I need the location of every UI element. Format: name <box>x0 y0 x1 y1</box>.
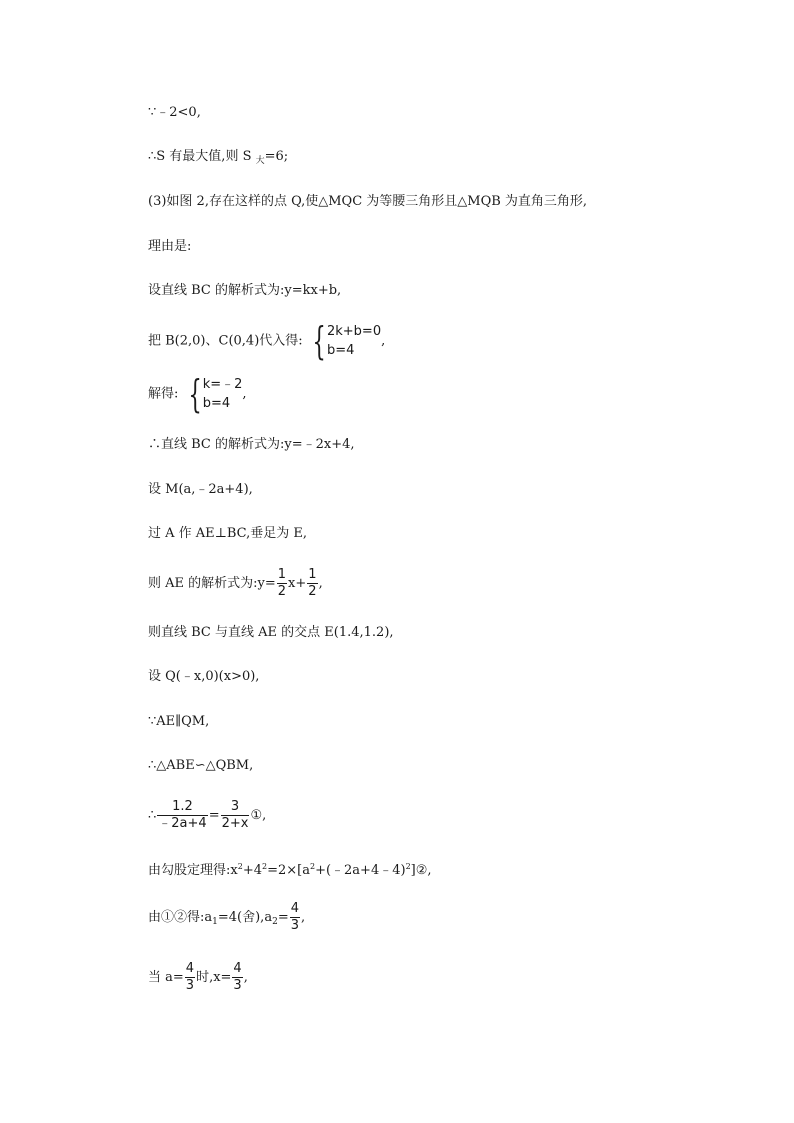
line-ratio <box>148 800 266 831</box>
text: = <box>208 808 220 823</box>
denominator: 3 <box>185 978 195 993</box>
denominator: ﹣2a+4 <box>158 816 207 831</box>
superscript: 2 <box>261 862 268 871</box>
superscript: 2 <box>405 862 411 871</box>
denominator: 2+x <box>221 816 249 831</box>
text: ∴ <box>148 808 157 823</box>
text: 设直线 BC 的解析式为:y=kx+b, <box>148 283 342 298</box>
line-reason <box>148 238 191 256</box>
superscript: 2 <box>309 862 316 871</box>
brace-glyph: { <box>312 319 326 363</box>
numerator: 3 <box>230 799 240 814</box>
text: 设 Q(﹣x,0)(x>0), <box>148 669 260 684</box>
subscript: 大 <box>255 156 265 166</box>
subscript: 2 <box>272 917 278 927</box>
text: (3)如图 2,存在这样的点 Q,使△MQC 为等腰三角形且△MQB 为直角三角形, <box>148 194 588 209</box>
line-solve <box>148 372 247 416</box>
text: ①, <box>250 808 267 823</box>
system-line-2: b=4 <box>326 343 355 358</box>
system-line-2: b=4 <box>202 396 231 411</box>
numerator: 4 <box>185 961 195 976</box>
fraction <box>232 962 242 993</box>
line-substitute <box>148 319 386 363</box>
text: =4(舍),a <box>217 910 273 925</box>
text: =6; <box>264 149 289 164</box>
numerator: 1 <box>277 567 287 582</box>
text: =2×[a <box>267 863 310 878</box>
numerator: 1.2 <box>172 799 193 814</box>
text: 由勾股定理得:x <box>148 863 238 878</box>
text: 由①②得:a <box>148 910 213 925</box>
text: ∵﹣2<0, <box>148 105 201 120</box>
fraction <box>307 568 317 599</box>
line-intersection <box>148 624 394 642</box>
line-solutions <box>148 902 305 933</box>
line-because-negative <box>148 104 201 122</box>
denominator: 2 <box>308 584 317 599</box>
line-set-bc <box>148 282 341 300</box>
numerator: 4 <box>233 961 242 976</box>
text: ∵AE∥QM, <box>148 714 210 729</box>
subscript: 1 <box>212 917 218 927</box>
fraction <box>277 568 287 599</box>
text: +4 <box>242 863 262 878</box>
text: ∴△ABE∽△QBM, <box>148 758 254 773</box>
denominator: 3 <box>290 918 299 933</box>
text: 设 M(a,﹣2a+4), <box>148 482 253 497</box>
line-when-a <box>148 962 248 993</box>
line-perpendicular <box>148 525 307 543</box>
text: x+ <box>288 576 307 591</box>
system-line-1: 2k+b=0 <box>326 324 382 339</box>
line-pythagoras <box>148 858 432 880</box>
text: ∴S 有最大值,则 S <box>148 149 256 164</box>
denominator: 3 <box>233 978 242 993</box>
line-bc-result <box>148 436 355 454</box>
text: , <box>381 333 386 349</box>
text: 把 B(2,0)、C(0,4)代入得: <box>148 333 303 349</box>
text: 时,x= <box>196 970 232 985</box>
line-max-value <box>148 148 288 170</box>
text: ∴直线 BC 的解析式为:y=﹣2x+4, <box>148 437 355 452</box>
text: , <box>301 910 306 925</box>
text: , <box>242 386 247 402</box>
text: , <box>318 576 323 591</box>
fraction <box>157 800 207 831</box>
line-set-q <box>148 668 259 686</box>
text: , <box>243 970 248 985</box>
text: = <box>277 910 289 925</box>
text: 过 A 作 AE⊥BC,垂足为 E, <box>148 526 308 541</box>
text: +(﹣2a+4﹣4) <box>315 863 406 878</box>
numerator: 4 <box>290 901 299 916</box>
line-parallel <box>148 713 209 731</box>
line-set-m <box>148 481 253 499</box>
equation-system <box>183 372 243 416</box>
text: 则直线 BC 与直线 AE 的交点 E(1.4,1.2), <box>148 625 394 640</box>
line-part-3 <box>148 193 587 211</box>
brace-glyph: { <box>187 372 202 416</box>
line-ae-equation <box>148 568 323 599</box>
text: 当 a= <box>148 970 184 985</box>
fraction <box>290 902 300 933</box>
text: 则 AE 的解析式为:y= <box>148 576 276 591</box>
line-similar <box>148 757 253 775</box>
fraction <box>185 962 195 993</box>
superscript: 2 <box>237 862 243 871</box>
denominator: 2 <box>277 584 287 599</box>
system-line-1: k=﹣2 <box>202 377 243 392</box>
text: ]②, <box>410 863 432 878</box>
text: 解得: <box>148 386 179 402</box>
numerator: 1 <box>308 567 317 582</box>
fraction <box>221 800 250 831</box>
text: 理由是: <box>148 239 192 254</box>
equation-system <box>307 319 382 363</box>
